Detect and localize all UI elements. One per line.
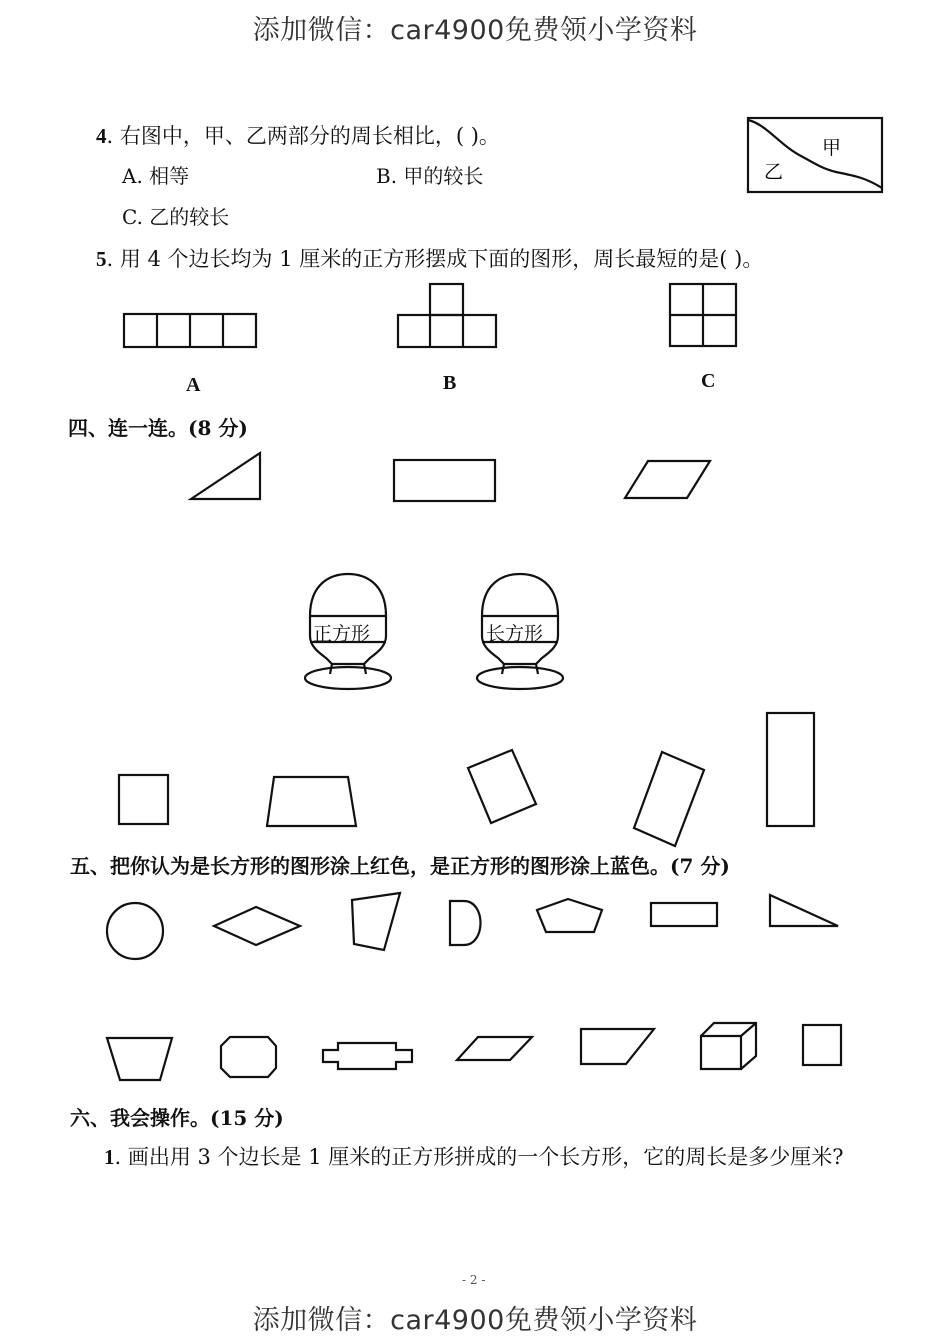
- q5-label-a: A: [186, 374, 201, 396]
- color-flat-rectangle: [648, 900, 720, 930]
- color-cross-shape: [320, 1040, 416, 1074]
- bubble-rectangle-label: 长方形: [486, 623, 544, 645]
- color-parallelogram: [578, 1026, 658, 1068]
- color-octagon: [218, 1034, 280, 1080]
- q5-label-b: B: [443, 372, 457, 394]
- watermark-top: 添加微信：car4900免费领小学资料: [252, 15, 698, 46]
- match-parallelogram: [622, 458, 714, 502]
- match-rectangle-top: [392, 458, 498, 504]
- q4-option-a: A. 相等: [122, 164, 190, 188]
- q5-shape-b: [396, 282, 498, 350]
- color-pentagon: [534, 896, 606, 936]
- color-cube: [698, 1020, 760, 1072]
- match-trapezoid: [264, 774, 360, 830]
- section5-title: 五、把你认为是长方形的图形涂上红色，是正方形的图形涂上蓝色。(7 分): [70, 854, 730, 878]
- section6-q1-number: 1: [104, 1145, 115, 1169]
- match-triangle: [188, 450, 264, 502]
- watermark-bottom: 添加微信：car4900免费领小学资料: [252, 1305, 698, 1336]
- color-quadrilateral: [348, 890, 404, 954]
- q4-figure: [746, 116, 886, 196]
- bubble-square-label: 正方形: [313, 623, 371, 645]
- q5-shape-c: [668, 282, 738, 348]
- q5-label-c: C: [701, 370, 716, 392]
- q5-number: 5: [96, 247, 107, 271]
- match-tilted-rectangle: [630, 748, 708, 852]
- page-number: - 2 -: [462, 1273, 486, 1287]
- color-small-square: [800, 1022, 846, 1068]
- match-square: [116, 772, 172, 828]
- section6-title: 六、我会操作。(15 分): [70, 1106, 284, 1130]
- color-half-circle: [446, 898, 490, 950]
- section6-q1-text: . 画出用 3 个边长是 1 厘米的正方形拼成的一个长方形，它的周长是多少厘米?: [114, 1145, 844, 1169]
- q4-number: 4: [96, 124, 107, 148]
- q4-question: [96, 120, 500, 150]
- q5-text: . 用 4 个边长均为 1 厘米的正方形摆成下面的图形，周长最短的是( )。: [106, 247, 764, 271]
- q5-question: [96, 243, 763, 273]
- section6-q1: [104, 1141, 844, 1171]
- color-right-triangle: [766, 892, 842, 930]
- q4-figure-label-yi: 乙: [764, 161, 784, 183]
- q4-option-b: B. 甲的较长: [376, 164, 484, 188]
- q4-text: . 右图中，甲、乙两部分的周长相比，( )。: [106, 124, 500, 148]
- match-tall-rectangle: [764, 710, 818, 830]
- color-rhombus: [210, 904, 304, 948]
- q4-figure-label-jia: 甲: [822, 137, 842, 159]
- q5-shape-a: [122, 312, 258, 350]
- section4-title: 四、连一连。(8 分): [68, 416, 248, 440]
- color-trapezoid: [104, 1034, 176, 1084]
- match-tilted-square: [464, 746, 540, 828]
- q4-option-c: C. 乙的较长: [122, 205, 230, 229]
- color-circle: [104, 900, 166, 962]
- color-flat-parallelogram: [454, 1034, 536, 1064]
